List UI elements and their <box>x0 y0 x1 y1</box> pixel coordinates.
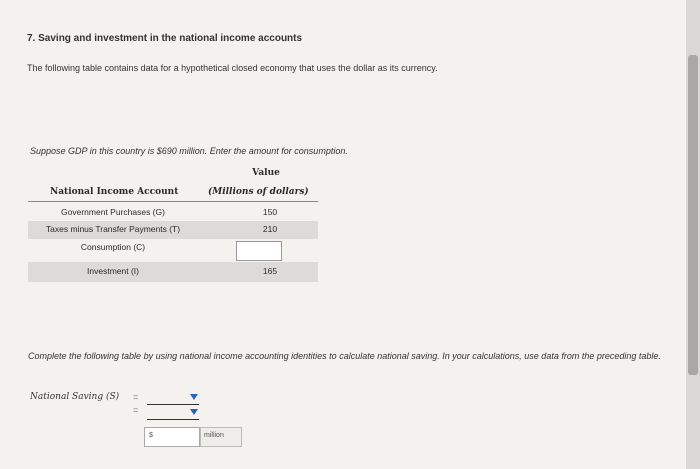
row-label: Government Purchases (G) <box>61 207 165 217</box>
table-row-taxes <box>28 221 318 239</box>
saving-prompt: Complete the following table by using national income accounting identities to calculate national saving. In your calculations, use data from the preceding table. <box>28 351 661 361</box>
row-label: Taxes minus Transfer Payments (T) <box>45 224 181 234</box>
unit-label: million <box>204 432 224 439</box>
table-row-investment <box>28 262 318 282</box>
table-row-consumption <box>28 240 318 262</box>
dropdown-arrow-icon <box>190 409 198 415</box>
saving-formula-dropdown-2[interactable] <box>147 407 199 420</box>
equals-sign: = <box>133 405 139 415</box>
scrollbar-thumb[interactable] <box>688 55 698 375</box>
row-value: 210 <box>262 224 278 234</box>
unit-box <box>200 427 242 447</box>
header-account: National Income Account <box>50 187 179 197</box>
saving-formula-dropdown-1[interactable] <box>147 392 199 405</box>
equals-sign: = <box>133 392 139 402</box>
question-intro: The following table contains data for a hypothetical closed economy that uses the dollar as its currency. <box>27 63 438 73</box>
header-value: Value <box>252 168 280 178</box>
consumption-prompt: Suppose GDP in this country is $690 million. Enter the amount for consumption. <box>30 146 348 156</box>
row-value: 150 <box>262 207 278 217</box>
header-row <box>28 184 318 202</box>
question-title: 7. Saving and investment in the national income accounts <box>27 33 303 44</box>
dollar-sign: $ <box>149 432 153 439</box>
row-value: 165 <box>262 266 278 276</box>
consumption-input[interactable] <box>236 241 282 261</box>
row-label: Consumption (C) <box>80 242 146 252</box>
dropdown-arrow-icon <box>190 394 198 400</box>
row-label: Investment (I) <box>87 266 139 276</box>
vertical-scrollbar[interactable] <box>686 0 700 469</box>
saving-amount-field <box>144 427 200 447</box>
table-row-government <box>28 204 318 222</box>
national-saving-label: National Saving (S) <box>30 392 120 402</box>
header-unit: (Millions of dollars) <box>208 187 309 197</box>
saving-amount-input[interactable] <box>157 429 197 443</box>
